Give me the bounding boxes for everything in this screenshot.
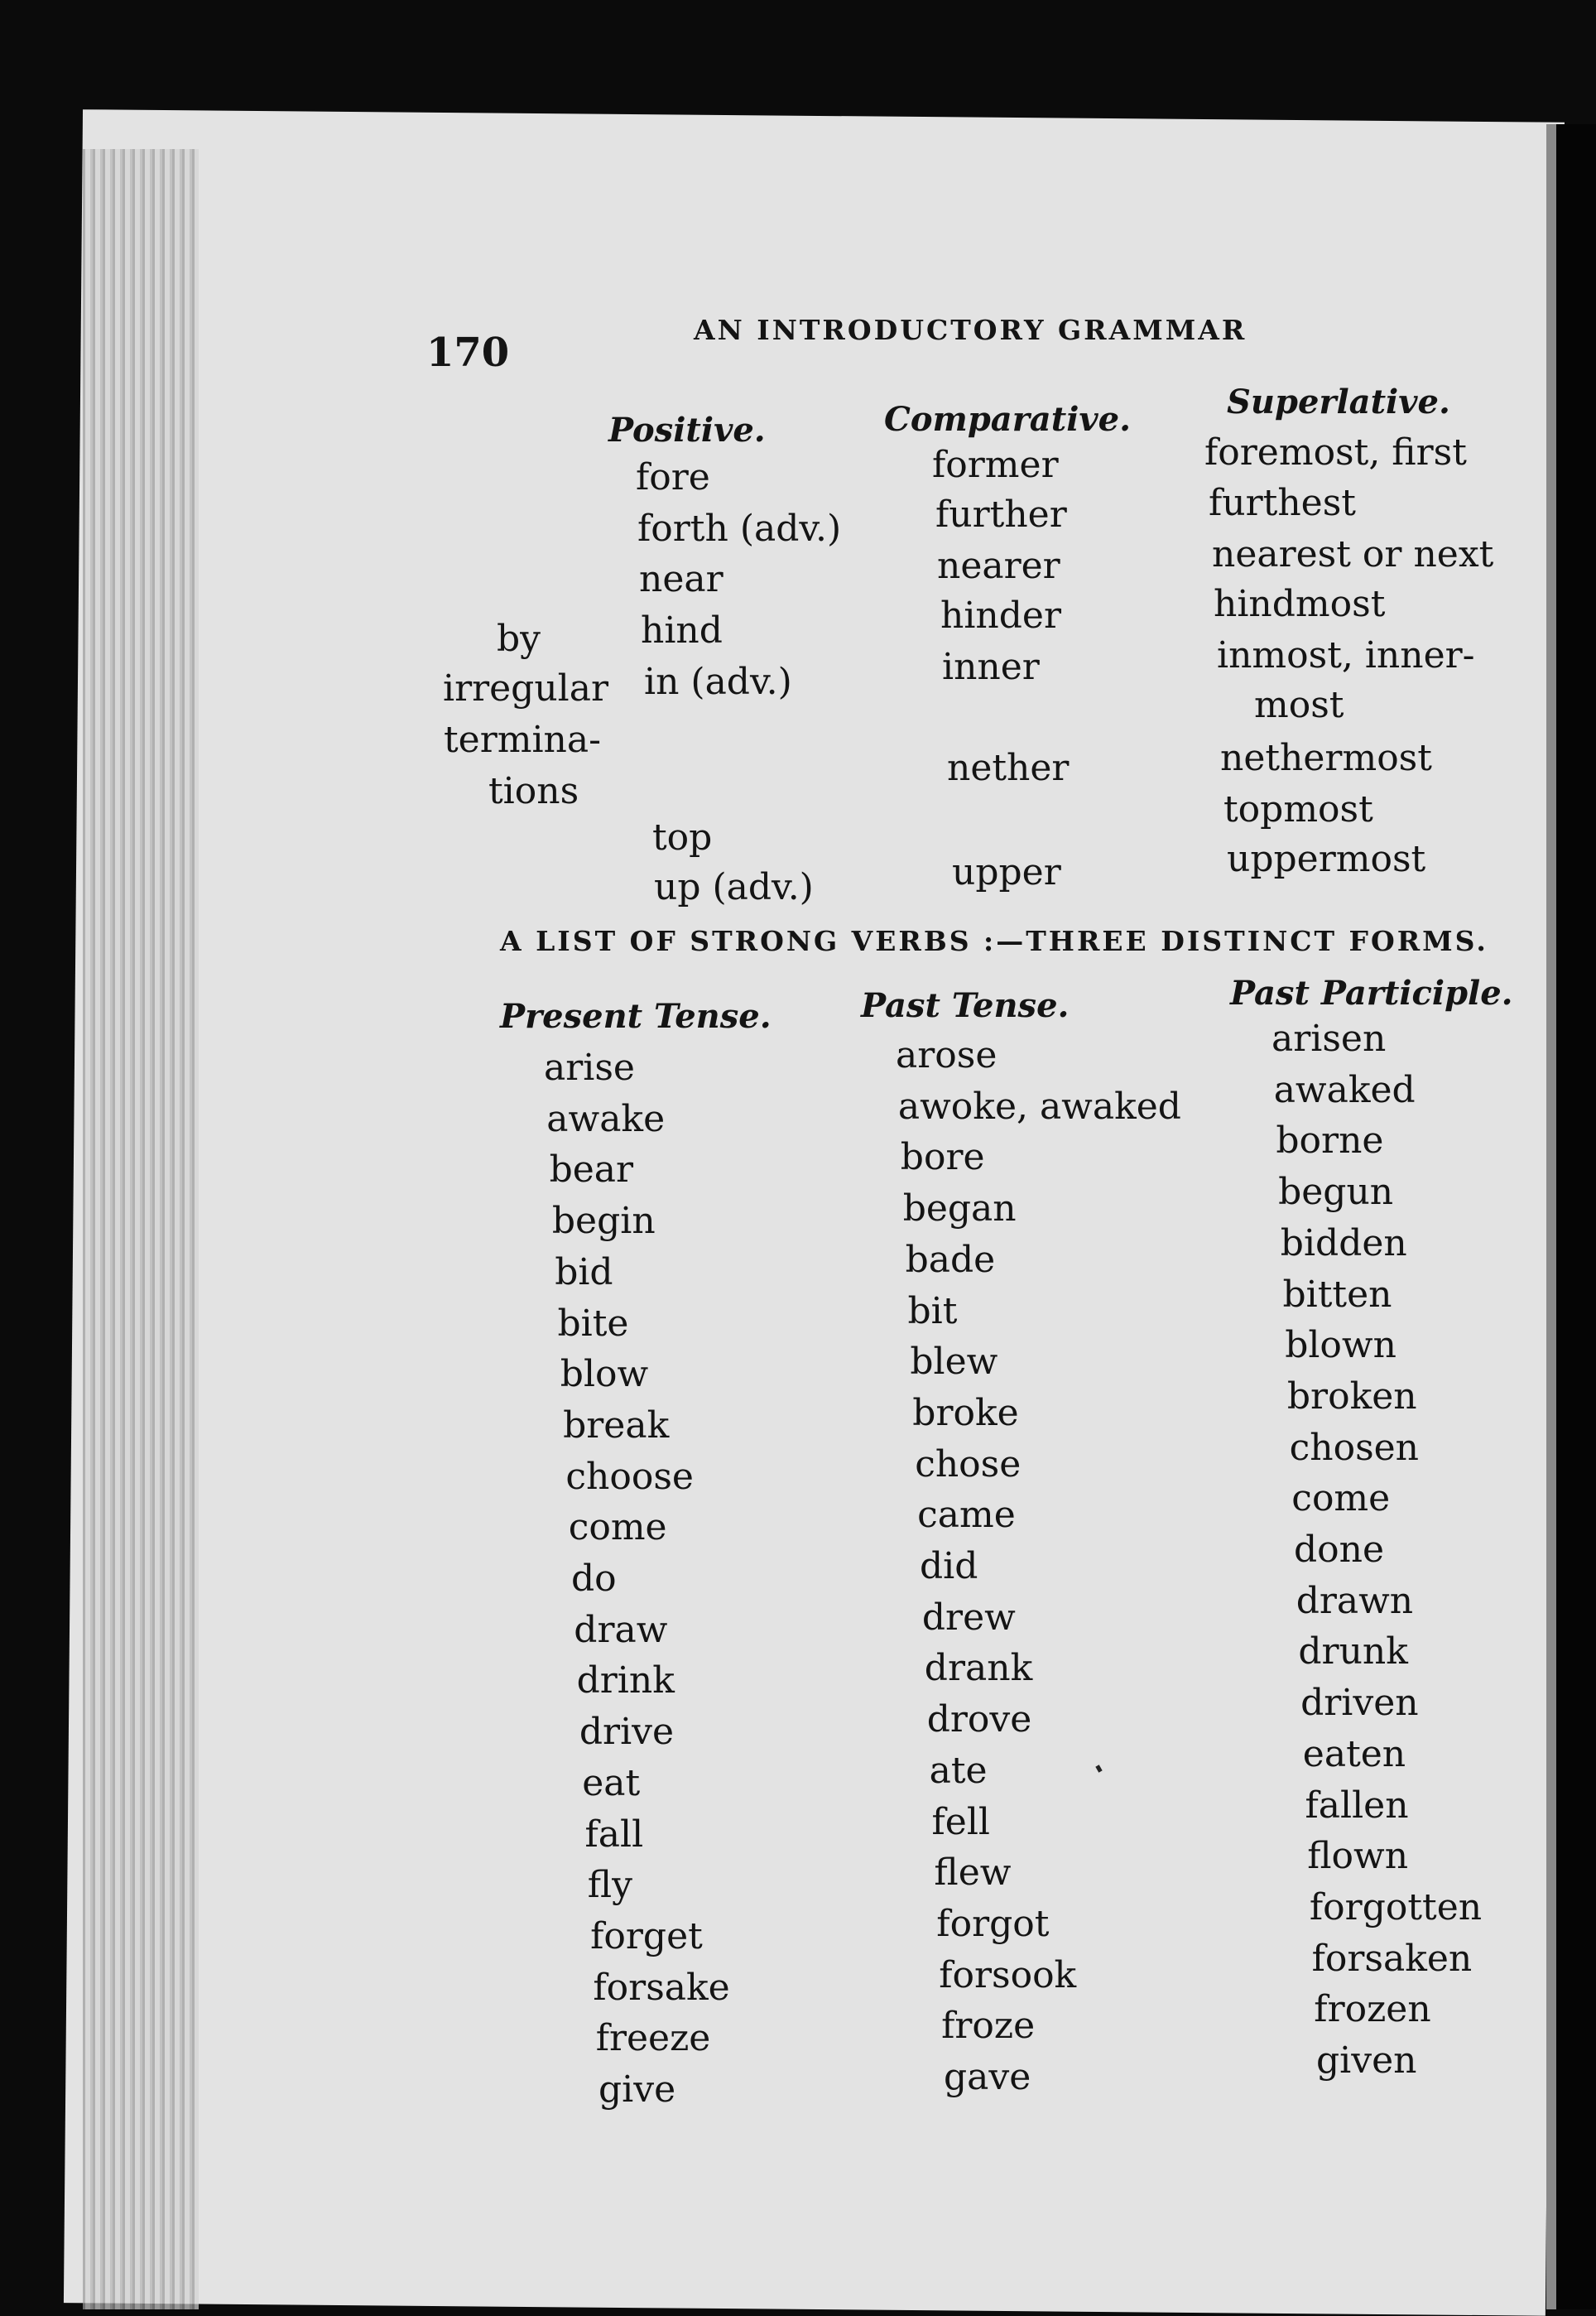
positive-form: up (adv.) — [654, 866, 814, 908]
facing-page-edge — [1546, 124, 1556, 2309]
past-tense-form: ate — [929, 1749, 988, 1792]
present-tense-form: fall — [584, 1813, 644, 1856]
past-participle-form: drawn — [1296, 1579, 1414, 1622]
present-tense-form: draw — [574, 1608, 668, 1651]
past-participle-form: done — [1294, 1529, 1385, 1571]
group-label-line: by — [497, 618, 541, 660]
past-tense-form: came — [917, 1494, 1016, 1537]
past-tense-form: bade — [905, 1238, 996, 1281]
positive-form: fore — [636, 456, 710, 498]
past-tense-form: forgot — [936, 1902, 1050, 1945]
past-tense-form: forsook — [939, 1953, 1077, 1996]
section-title: A LIST OF STRONG VERBS :—THREE DISTINCT FORMS. — [500, 925, 1488, 957]
past-tense-form: fell — [931, 1800, 990, 1843]
comparative-heading: Comparative. — [884, 400, 1132, 439]
present-tense-form: come — [568, 1506, 667, 1549]
present-tense-form: freeze — [595, 2017, 711, 2060]
superlative-form: nearest or next — [1212, 533, 1494, 575]
past-participle-form: bidden — [1280, 1221, 1407, 1264]
present-tense-form: begin — [551, 1200, 656, 1243]
group-label-line: tions — [488, 770, 579, 812]
present-tense-form: bear — [549, 1148, 634, 1192]
comparative-form: inner — [942, 646, 1040, 688]
present-tense-form: forsake — [593, 1966, 730, 2009]
past-tense-form: gave — [944, 2056, 1031, 2098]
superlative-form: uppermost — [1227, 838, 1426, 880]
comparative-form: former — [932, 444, 1059, 486]
positive-form: in (adv.) — [644, 661, 792, 703]
facing-page-shadow — [1556, 124, 1596, 2309]
present-tense-form: bid — [555, 1250, 613, 1293]
past-participle-form: driven — [1300, 1682, 1419, 1725]
past-participle-form: blown — [1285, 1324, 1396, 1367]
past-tense-form: arose — [896, 1034, 997, 1076]
past-participle-heading: Past Participle. — [1230, 974, 1513, 1013]
past-tense-form: awoke, awaked — [897, 1085, 1181, 1128]
past-tense-form: bit — [907, 1289, 958, 1332]
comparative-form: further — [935, 494, 1067, 536]
past-participle-form: given — [1316, 2039, 1417, 2082]
past-tense-form: froze — [941, 2005, 1036, 2048]
past-participle-form: bitten — [1282, 1273, 1392, 1316]
past-participle-form: begun — [1278, 1171, 1394, 1214]
superlative-form: foremost, first — [1204, 431, 1467, 474]
positive-heading: Positive. — [608, 411, 766, 450]
present-tense-form: forget — [590, 1914, 703, 1957]
past-tense-form: drew — [921, 1596, 1016, 1639]
present-tense-form: awake — [546, 1097, 666, 1140]
positive-form: top — [652, 816, 713, 859]
past-participle-form: awaked — [1273, 1068, 1416, 1111]
past-tense-form: drank — [924, 1647, 1033, 1690]
present-tense-form: do — [571, 1558, 617, 1600]
past-participle-form: arisen — [1272, 1018, 1387, 1060]
past-participle-form: come — [1291, 1477, 1391, 1520]
superlative-form: inmost, inner- — [1217, 634, 1475, 677]
comparative-form: hinder — [940, 595, 1061, 637]
superlative-form: nethermost — [1220, 737, 1432, 779]
superlative-form: topmost — [1223, 788, 1373, 831]
past-participle-form: borne — [1276, 1119, 1384, 1163]
present-tense-form: drive — [579, 1711, 675, 1754]
present-tense-form: fly — [587, 1864, 633, 1907]
present-tense-form: drink — [576, 1659, 675, 1702]
group-label-line: termina- — [444, 719, 601, 761]
past-participle-form: forsaken — [1311, 1937, 1473, 1980]
superlative-heading: Superlative. — [1227, 383, 1450, 421]
comparative-form: nether — [947, 747, 1070, 789]
past-tense-form: began — [902, 1187, 1017, 1230]
past-tense-form: broke — [912, 1391, 1019, 1434]
comparative-form: nearer — [937, 545, 1060, 587]
past-participle-form: forgotten — [1309, 1885, 1483, 1928]
past-participle-form: broken — [1286, 1375, 1417, 1418]
present-tense-heading: Present Tense. — [500, 997, 772, 1036]
positive-form: forth (adv.) — [637, 508, 842, 550]
comparative-form: upper — [952, 851, 1061, 893]
past-participle-form: drunk — [1298, 1630, 1408, 1673]
past-tense-heading: Past Tense. — [861, 986, 1070, 1025]
superlative-form: furthest — [1209, 482, 1356, 524]
past-participle-form: flown — [1307, 1835, 1409, 1878]
page-number: 170 — [426, 330, 510, 376]
positive-form: near — [639, 558, 723, 600]
positive-form: hind — [641, 609, 723, 652]
past-participle-form: frozen — [1314, 1988, 1431, 2031]
present-tense-form: bite — [557, 1302, 629, 1345]
present-tense-form: blow — [560, 1353, 649, 1396]
superlative-form: hindmost — [1214, 583, 1386, 625]
past-tense-form: chose — [915, 1442, 1022, 1485]
past-tense-form: bore — [900, 1136, 985, 1179]
present-tense-form: arise — [544, 1047, 635, 1089]
present-tense-form: break — [563, 1404, 670, 1447]
group-label-line: irregular — [443, 667, 609, 710]
past-participle-form: chosen — [1289, 1426, 1420, 1469]
past-tense-form: drove — [926, 1698, 1032, 1741]
past-tense-form: blew — [910, 1341, 998, 1384]
past-tense-form: did — [920, 1545, 978, 1587]
superlative-form: most — [1254, 684, 1344, 726]
running-title: AN INTRODUCTORY GRAMMAR — [694, 314, 1247, 346]
present-tense-form: give — [598, 2068, 676, 2111]
present-tense-form: eat — [582, 1761, 641, 1804]
past-participle-form: eaten — [1302, 1732, 1406, 1775]
present-tense-form: choose — [565, 1455, 694, 1498]
past-tense-form: flew — [934, 1851, 1012, 1895]
past-participle-form: fallen — [1305, 1784, 1409, 1827]
page-stack-edge — [83, 149, 199, 2309]
